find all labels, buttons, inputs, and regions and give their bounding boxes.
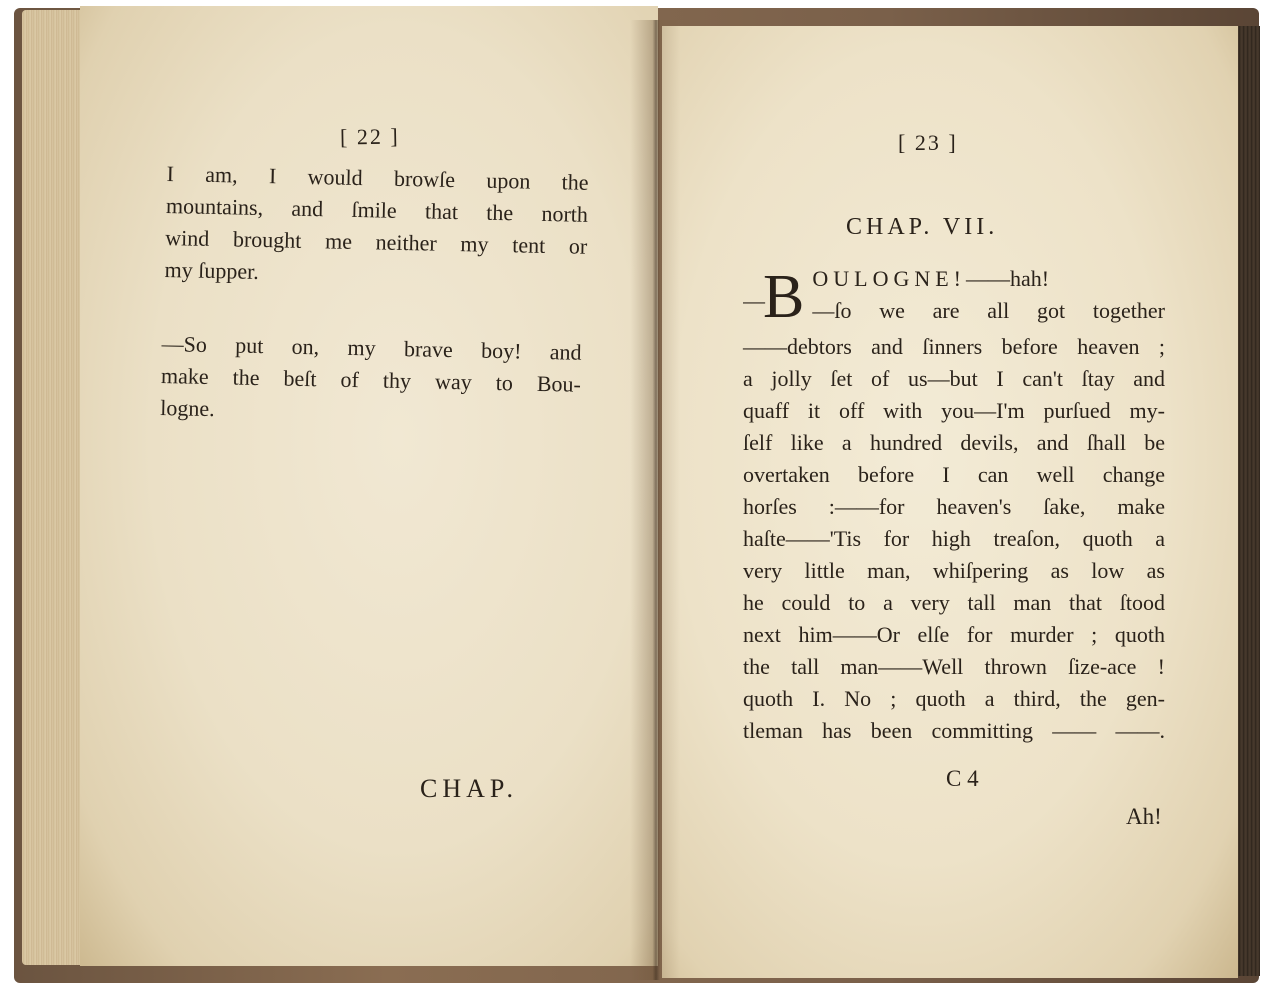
text-line: —ſo we are all got together — [812, 298, 1165, 323]
drop-cap-dash: — — [743, 288, 763, 313]
signature-mark: C 4 — [946, 766, 979, 791]
text-line: —So put on, my brave boy! and — [161, 330, 582, 365]
text-line: quaff it off with you—I'm purſued my- — [743, 398, 1165, 423]
opening-line — [743, 263, 1165, 295]
text-line: quoth I. No ; quoth a third, the gen- — [743, 686, 1165, 711]
text-line: ſelf like a hundred devils, and ſhall be — [743, 430, 1165, 455]
drop-cap: B — [763, 263, 805, 331]
left-running-head: [ 22 ] — [339, 123, 400, 150]
text-line: make the beſt of thy way to Bou- — [160, 362, 582, 397]
right-chapter-text — [743, 263, 1165, 747]
opening-caps: OULOGNE! — [812, 266, 967, 291]
opening-lines — [743, 263, 1165, 331]
text-line: next him——Or elſe for murder ; quoth — [743, 622, 1165, 647]
book-gutter — [630, 20, 680, 980]
text-line: haſte——'Tis for high treaſon, quoth a — [743, 526, 1165, 551]
text-line: logne. — [160, 394, 215, 422]
text-line: I am, I would browſe upon the — [166, 160, 589, 195]
text-line: mountains, and ſmile that the north — [165, 192, 589, 227]
left-paragraph-1 — [164, 158, 589, 295]
text-line: he could to a very tall man that ſtood — [743, 590, 1165, 615]
right-catchword: Ah! — [1126, 804, 1162, 829]
text-line: my ſupper. — [164, 256, 260, 284]
left-catchword: CHAP. — [420, 774, 518, 803]
text-line: the tall man——Well thrown ſize-ace ! — [743, 654, 1165, 679]
page-edges-left — [22, 10, 82, 965]
text-line: ——debtors and ſinners before heaven ; — [743, 334, 1165, 359]
opening-rest: ——hah! — [966, 266, 1050, 291]
chapter-title: CHAP. VII. — [846, 214, 999, 240]
text-line: very little man, whiſpering as low as — [743, 558, 1165, 583]
page-edges-right — [1236, 26, 1260, 976]
text-line: tleman has been committing —— ——. — [743, 718, 1165, 743]
text-line: overtaken before I can well change — [743, 462, 1165, 487]
right-running-head: [ 23 ] — [898, 130, 958, 155]
text-line: a jolly ſet of us—but I can't ſtay and — [743, 366, 1165, 391]
left-paragraph-2 — [160, 328, 582, 433]
text-line: horſes :——for heaven's ſake, make — [743, 494, 1165, 519]
text-line: wind brought me neither my tent or — [165, 224, 588, 259]
